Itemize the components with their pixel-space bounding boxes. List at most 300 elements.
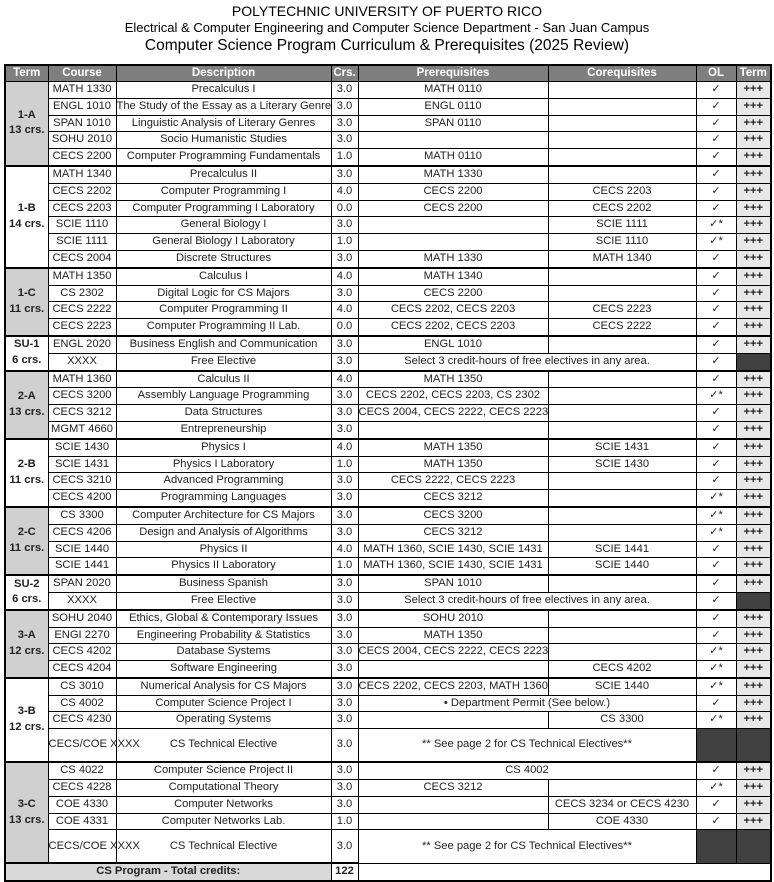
course-credits: 3.0 bbox=[331, 82, 358, 99]
corequisites: COE 4330 bbox=[548, 813, 696, 830]
term-status: +++ bbox=[736, 575, 771, 592]
corequisites: CECS 3234 or CECS 4230 bbox=[548, 796, 696, 813]
course-credits: 4.0 bbox=[331, 439, 358, 456]
col-header-course: Course bbox=[48, 65, 116, 82]
course-description: Design and Analysis of Algorithms bbox=[116, 524, 331, 541]
online-check-icon: ✓ bbox=[696, 405, 736, 422]
term-status-blank bbox=[736, 830, 771, 864]
course-code: CECS 4206 bbox=[48, 524, 116, 541]
corequisites: CECS 2223 bbox=[548, 302, 696, 319]
course-description: Database Systems bbox=[116, 644, 331, 661]
table-header-row bbox=[5, 65, 771, 82]
course-code: ENGL 1010 bbox=[48, 98, 116, 115]
table-row bbox=[5, 661, 771, 678]
corequisites: SCIE 1441 bbox=[548, 541, 696, 558]
table-row bbox=[5, 132, 771, 149]
term-credits: 6 crs. bbox=[12, 354, 42, 367]
course-credits: 0.0 bbox=[331, 200, 358, 217]
prerequisites: MATH 1350 bbox=[358, 439, 548, 456]
corequisites: SCIE 1110 bbox=[548, 234, 696, 251]
online-check-icon: ✓ bbox=[696, 610, 736, 627]
corequisites bbox=[548, 524, 696, 541]
term-status-blank bbox=[736, 592, 771, 609]
course-code: SOHU 2040 bbox=[48, 610, 116, 627]
course-credits: 3.0 bbox=[331, 490, 358, 507]
term-credits: 13 crs. bbox=[9, 124, 45, 137]
corequisites: SCIE 1111 bbox=[548, 217, 696, 234]
course-credits: 3.0 bbox=[331, 796, 358, 813]
table-row bbox=[5, 695, 771, 712]
course-credits: 3.0 bbox=[331, 473, 358, 490]
term-code: 2-B bbox=[17, 458, 36, 471]
course-code: SPAN 1010 bbox=[48, 115, 116, 132]
course-credits: 3.0 bbox=[331, 575, 358, 592]
prerequisites: CECS 2200 bbox=[358, 200, 548, 217]
term-status: +++ bbox=[736, 762, 771, 779]
course-credits: 3.0 bbox=[331, 250, 358, 267]
term-cell bbox=[5, 166, 48, 268]
university-title: POLYTECHNIC UNIVERSITY OF PUERTO RICO bbox=[231, 3, 543, 19]
table-row bbox=[5, 796, 771, 813]
prerequisites: MATH 1360, SCIE 1430, SCIE 1431 bbox=[358, 558, 548, 575]
term-cell bbox=[5, 678, 48, 762]
course-description: Physics II Laboratory bbox=[116, 558, 331, 575]
course-description: General Biology I Laboratory bbox=[116, 234, 331, 251]
course-code: MATH 1350 bbox=[48, 268, 116, 285]
prerequisites bbox=[358, 813, 548, 830]
table-row bbox=[5, 371, 771, 388]
term-code: 3-B bbox=[17, 705, 36, 718]
term-status: +++ bbox=[736, 661, 771, 678]
course-code: SOHU 2010 bbox=[48, 132, 116, 149]
corequisites: CECS 2203 bbox=[548, 183, 696, 200]
term-cell bbox=[5, 439, 48, 507]
course-description: Programming Languages bbox=[116, 490, 331, 507]
prerequisites: ENGL 0110 bbox=[358, 98, 548, 115]
term-status: +++ bbox=[736, 644, 771, 661]
term-status: +++ bbox=[736, 115, 771, 132]
term-credits: 12 crs. bbox=[9, 644, 45, 657]
online-check-icon: ✓ bbox=[696, 200, 736, 217]
term-status: +++ bbox=[736, 439, 771, 456]
course-code: SPAN 2020 bbox=[48, 575, 116, 592]
online-check-icon: ✓* bbox=[696, 678, 736, 695]
table-row bbox=[5, 439, 771, 456]
course-description: Calculus I bbox=[116, 268, 331, 285]
prerequisites: CECS 3212 bbox=[358, 780, 548, 797]
course-description: Computer Science Project I bbox=[116, 695, 331, 712]
corequisites: SCIE 1440 bbox=[548, 558, 696, 575]
course-code: MGMT 4660 bbox=[48, 421, 116, 438]
course-code: CECS 4228 bbox=[48, 780, 116, 797]
term-status: +++ bbox=[736, 183, 771, 200]
term-status: +++ bbox=[736, 285, 771, 302]
online-check-icon: ✓ bbox=[696, 456, 736, 473]
term-code: 2-A bbox=[17, 389, 36, 402]
term-status: +++ bbox=[736, 695, 771, 712]
prerequisites bbox=[358, 796, 548, 813]
online-check-icon: ✓* bbox=[696, 217, 736, 234]
term-credits: 13 crs. bbox=[9, 405, 45, 418]
course-description: Computer Programming II bbox=[116, 302, 331, 319]
col-header-description: Description bbox=[116, 65, 331, 82]
term-cell bbox=[5, 762, 48, 863]
corequisites: MATH 1340 bbox=[548, 250, 696, 267]
prerequisites: CECS 2202, CECS 2203, CS 2302 bbox=[358, 388, 548, 405]
term-status: +++ bbox=[736, 319, 771, 336]
table-row bbox=[5, 302, 771, 319]
course-credits: 3.0 bbox=[331, 627, 358, 644]
requisites-note: CS 4002 bbox=[358, 762, 696, 779]
course-description: Ethics, Global & Contemporary Issues bbox=[116, 610, 331, 627]
term-status: +++ bbox=[736, 678, 771, 695]
course-code: COE 4330 bbox=[48, 796, 116, 813]
table-row bbox=[5, 353, 771, 370]
prerequisites bbox=[358, 421, 548, 438]
course-description: Digital Logic for CS Majors bbox=[116, 285, 331, 302]
course-credits: 1.0 bbox=[331, 813, 358, 830]
course-credits: 3.0 bbox=[331, 217, 358, 234]
course-code: CS 2302 bbox=[48, 285, 116, 302]
term-cell bbox=[5, 371, 48, 439]
course-description: Numerical Analysis for CS Majors bbox=[116, 678, 331, 695]
online-check-icon: ✓ bbox=[696, 592, 736, 609]
course-code: CECS 2203 bbox=[48, 200, 116, 217]
term-code: 3-C bbox=[17, 798, 36, 811]
course-description: Calculus II bbox=[116, 371, 331, 388]
requisites-note: ** See page 2 for CS Technical Electives** bbox=[358, 830, 696, 864]
term-status: +++ bbox=[736, 796, 771, 813]
prerequisites: CECS 2202, CECS 2203 bbox=[358, 302, 548, 319]
term-status: +++ bbox=[736, 302, 771, 319]
course-code: COE 4331 bbox=[48, 813, 116, 830]
course-credits: 3.0 bbox=[331, 661, 358, 678]
corequisites bbox=[548, 627, 696, 644]
course-code: SCIE 1110 bbox=[48, 217, 116, 234]
course-code: CECS/COE XXXX bbox=[48, 729, 116, 763]
term-status: +++ bbox=[736, 558, 771, 575]
course-credits: 1.0 bbox=[331, 558, 358, 575]
prerequisites: CECS 2202, CECS 2203, MATH 1360 bbox=[358, 678, 548, 695]
prerequisites: SPAN 0110 bbox=[358, 115, 548, 132]
table-row bbox=[5, 149, 771, 166]
term-status: +++ bbox=[736, 132, 771, 149]
course-description: Physics II bbox=[116, 541, 331, 558]
prerequisites: MATH 1350 bbox=[358, 627, 548, 644]
corequisites bbox=[548, 405, 696, 422]
course-code: CS 3010 bbox=[48, 678, 116, 695]
term-credits: 12 crs. bbox=[9, 721, 45, 734]
corequisites: SCIE 1431 bbox=[548, 439, 696, 456]
table-row bbox=[5, 592, 771, 609]
term-status: +++ bbox=[736, 507, 771, 524]
term-code: 1-A bbox=[17, 108, 36, 121]
course-description: Computer Programming Fundamentals bbox=[116, 149, 331, 166]
term-status: +++ bbox=[736, 268, 771, 285]
course-description: Linguistic Analysis of Literary Genres bbox=[116, 115, 331, 132]
term-status: +++ bbox=[736, 490, 771, 507]
term-cell bbox=[5, 268, 48, 336]
course-code: MATH 1340 bbox=[48, 166, 116, 183]
course-credits: 3.0 bbox=[331, 388, 358, 405]
course-code: CECS 3210 bbox=[48, 473, 116, 490]
course-credits: 3.0 bbox=[331, 712, 358, 729]
prerequisites: CECS 2200 bbox=[358, 285, 548, 302]
course-code: CECS 4204 bbox=[48, 661, 116, 678]
table-row bbox=[5, 200, 771, 217]
course-description: Computer Architecture for CS Majors bbox=[116, 507, 331, 524]
course-code: CECS 3200 bbox=[48, 388, 116, 405]
online-check-icon: ✓* bbox=[696, 388, 736, 405]
online-blank bbox=[696, 729, 736, 763]
term-status: +++ bbox=[736, 627, 771, 644]
term-status-blank bbox=[736, 729, 771, 763]
corequisites bbox=[548, 388, 696, 405]
table-row bbox=[5, 558, 771, 575]
course-code: SCIE 1441 bbox=[48, 558, 116, 575]
course-description: Precalculus I bbox=[116, 82, 331, 99]
corequisites bbox=[548, 98, 696, 115]
term-code: 3-A bbox=[17, 629, 36, 641]
corequisites: CECS 2222 bbox=[548, 319, 696, 336]
term-code: 2-C bbox=[17, 526, 36, 539]
course-description: Socio Humanistic Studies bbox=[116, 132, 331, 149]
corequisites: SCIE 1430 bbox=[548, 456, 696, 473]
course-code: CECS 4230 bbox=[48, 712, 116, 729]
online-check-icon: ✓ bbox=[696, 627, 736, 644]
term-cell bbox=[5, 336, 48, 371]
term-status: +++ bbox=[736, 610, 771, 627]
term-credits: 11 crs. bbox=[9, 542, 45, 555]
term-credits: 14 crs. bbox=[9, 217, 45, 230]
table-row bbox=[5, 319, 771, 336]
online-check-icon: ✓ bbox=[696, 336, 736, 353]
online-check-icon: ✓ bbox=[696, 285, 736, 302]
online-check-icon: ✓ bbox=[696, 268, 736, 285]
prerequisites bbox=[358, 712, 548, 729]
online-check-icon: ✓ bbox=[696, 166, 736, 183]
corequisites: CS 3300 bbox=[548, 712, 696, 729]
term-cell bbox=[5, 575, 48, 610]
table-row bbox=[5, 473, 771, 490]
course-description: Computer Programming I bbox=[116, 183, 331, 200]
term-status: +++ bbox=[736, 473, 771, 490]
requisites-note: Select 3 credit-hours of free electives in any area. bbox=[358, 592, 696, 609]
prerequisites: MATH 0110 bbox=[358, 82, 548, 99]
col-header-term: Term bbox=[5, 65, 48, 82]
online-check-icon: ✓ bbox=[696, 695, 736, 712]
course-description: Business English and Communication bbox=[116, 336, 331, 353]
corequisites: SCIE 1440 bbox=[548, 678, 696, 695]
course-credits: 4.0 bbox=[331, 371, 358, 388]
course-code: XXXX bbox=[48, 592, 116, 609]
table-row bbox=[5, 541, 771, 558]
online-check-icon: ✓ bbox=[696, 541, 736, 558]
prerequisites: MATH 1360, SCIE 1430, SCIE 1431 bbox=[358, 541, 548, 558]
course-credits: 3.0 bbox=[331, 644, 358, 661]
prerequisites: MATH 1330 bbox=[358, 166, 548, 183]
course-code: MATH 1360 bbox=[48, 371, 116, 388]
course-code: SCIE 1440 bbox=[48, 541, 116, 558]
col-header-credits: Crs. bbox=[331, 65, 358, 82]
empty-space bbox=[358, 863, 771, 881]
course-description: Business Spanish bbox=[116, 575, 331, 592]
course-code: ENGL 2020 bbox=[48, 336, 116, 353]
term-code: 1-C bbox=[17, 287, 36, 300]
prerequisites: MATH 1330 bbox=[358, 250, 548, 267]
online-check-icon: ✓* bbox=[696, 524, 736, 541]
online-check-icon: ✓* bbox=[696, 644, 736, 661]
course-description: Engineering Probability & Statistics bbox=[116, 627, 331, 644]
prerequisites: CECS 2202, CECS 2203 bbox=[358, 319, 548, 336]
online-check-icon: ✓* bbox=[696, 507, 736, 524]
term-cell bbox=[5, 82, 48, 166]
online-check-icon: ✓ bbox=[696, 183, 736, 200]
corequisites bbox=[548, 336, 696, 353]
course-credits: 3.0 bbox=[331, 830, 358, 864]
course-code: CS 4002 bbox=[48, 695, 116, 712]
online-check-icon: ✓ bbox=[696, 132, 736, 149]
course-description: Discrete Structures bbox=[116, 250, 331, 267]
term-credits: 13 crs. bbox=[9, 813, 45, 826]
term-credits: 6 crs. bbox=[12, 593, 42, 606]
online-check-icon: ✓ bbox=[696, 319, 736, 336]
term-status: +++ bbox=[736, 813, 771, 830]
online-check-icon: ✓ bbox=[696, 115, 736, 132]
corequisites bbox=[548, 490, 696, 507]
course-credits: 3.0 bbox=[331, 353, 358, 370]
table-row bbox=[5, 405, 771, 422]
prerequisites bbox=[358, 661, 548, 678]
course-code: CECS 2200 bbox=[48, 149, 116, 166]
corequisites bbox=[548, 473, 696, 490]
col-header-corequisites: Corequisites bbox=[548, 65, 696, 82]
table-row bbox=[5, 234, 771, 251]
table-row bbox=[5, 388, 771, 405]
course-description: Computer Science Project II bbox=[116, 762, 331, 779]
table-row bbox=[5, 712, 771, 729]
prerequisites: MATH 1350 bbox=[358, 371, 548, 388]
course-code: CECS/COE XXXX bbox=[48, 830, 116, 864]
requisites-note: ** See page 2 for CS Technical Electives** bbox=[358, 729, 696, 763]
table-row bbox=[5, 285, 771, 302]
term-status: +++ bbox=[736, 371, 771, 388]
online-check-icon: ✓ bbox=[696, 82, 736, 99]
corequisites bbox=[548, 82, 696, 99]
course-code: CECS 4202 bbox=[48, 644, 116, 661]
online-check-icon: ✓ bbox=[696, 421, 736, 438]
online-check-icon: ✓* bbox=[696, 234, 736, 251]
course-description: Computer Programming II Lab. bbox=[116, 319, 331, 336]
term-status: +++ bbox=[736, 250, 771, 267]
course-credits: 3.0 bbox=[331, 98, 358, 115]
corequisites bbox=[548, 268, 696, 285]
prerequisites: SOHU 2010 bbox=[358, 610, 548, 627]
course-credits: 3.0 bbox=[331, 524, 358, 541]
course-credits: 4.0 bbox=[331, 302, 358, 319]
col-header-term-status: Term bbox=[736, 65, 771, 82]
table-row bbox=[5, 610, 771, 627]
online-check-icon: ✓ bbox=[696, 575, 736, 592]
online-check-icon: ✓ bbox=[696, 762, 736, 779]
corequisites bbox=[548, 575, 696, 592]
table-row bbox=[5, 627, 771, 644]
prerequisites: CECS 2004, CECS 2222, CECS 2223 bbox=[358, 644, 548, 661]
course-code: CS 4022 bbox=[48, 762, 116, 779]
table-row bbox=[5, 490, 771, 507]
course-description: Computer Networks bbox=[116, 796, 331, 813]
curriculum-table bbox=[4, 64, 772, 882]
course-code: CECS 2222 bbox=[48, 302, 116, 319]
prerequisites bbox=[358, 217, 548, 234]
table-row bbox=[5, 250, 771, 267]
corequisites bbox=[548, 780, 696, 797]
term-status-blank bbox=[736, 353, 771, 370]
term-status: +++ bbox=[736, 217, 771, 234]
prerequisites: ENGL 1010 bbox=[358, 336, 548, 353]
course-description: Advanced Programming bbox=[116, 473, 331, 490]
course-credits: 3.0 bbox=[331, 610, 358, 627]
table-row bbox=[5, 524, 771, 541]
table-row bbox=[5, 115, 771, 132]
table-row bbox=[5, 813, 771, 830]
table-row bbox=[5, 421, 771, 438]
online-check-icon: ✓ bbox=[696, 98, 736, 115]
prerequisites: CECS 3200 bbox=[358, 507, 548, 524]
course-description: Entrepreneurship bbox=[116, 421, 331, 438]
course-credits: 3.0 bbox=[331, 762, 358, 779]
course-credits: 4.0 bbox=[331, 268, 358, 285]
total-credits-row bbox=[5, 863, 771, 881]
table-row bbox=[5, 644, 771, 661]
term-status: +++ bbox=[736, 166, 771, 183]
online-check-icon: ✓ bbox=[696, 813, 736, 830]
term-status: +++ bbox=[736, 421, 771, 438]
term-code: SU-1 bbox=[14, 338, 40, 351]
online-check-icon: ✓* bbox=[696, 661, 736, 678]
course-credits: 3.0 bbox=[331, 421, 358, 438]
prerequisites: CECS 3212 bbox=[358, 524, 548, 541]
corequisites bbox=[548, 132, 696, 149]
course-credits: 3.0 bbox=[331, 729, 358, 763]
course-credits: 3.0 bbox=[331, 132, 358, 149]
course-credits: 3.0 bbox=[331, 285, 358, 302]
prerequisites: MATH 1340 bbox=[358, 268, 548, 285]
course-credits: 1.0 bbox=[331, 456, 358, 473]
requisites-note: Select 3 credit-hours of free electives in any area. bbox=[358, 353, 696, 370]
requisites-note: • Department Permit (See below.) bbox=[358, 695, 696, 712]
prerequisites: CECS 2200 bbox=[358, 183, 548, 200]
course-credits: 3.0 bbox=[331, 115, 358, 132]
course-code: CECS 2202 bbox=[48, 183, 116, 200]
term-status: +++ bbox=[736, 149, 771, 166]
term-code: 1-B bbox=[17, 202, 36, 215]
document-header bbox=[0, 2, 774, 56]
course-description: CS Technical Elective bbox=[116, 830, 331, 864]
course-description: Operating Systems bbox=[116, 712, 331, 729]
corequisites bbox=[548, 166, 696, 183]
table-row bbox=[5, 830, 771, 864]
course-description: Precalculus II bbox=[116, 166, 331, 183]
online-check-icon: ✓ bbox=[696, 796, 736, 813]
corequisites bbox=[548, 644, 696, 661]
course-code: CECS 4200 bbox=[48, 490, 116, 507]
table-row bbox=[5, 82, 771, 99]
course-credits: 3.0 bbox=[331, 695, 358, 712]
course-description: Computer Networks Lab. bbox=[116, 813, 331, 830]
term-credits: 11 crs. bbox=[9, 473, 45, 486]
table-row bbox=[5, 336, 771, 353]
